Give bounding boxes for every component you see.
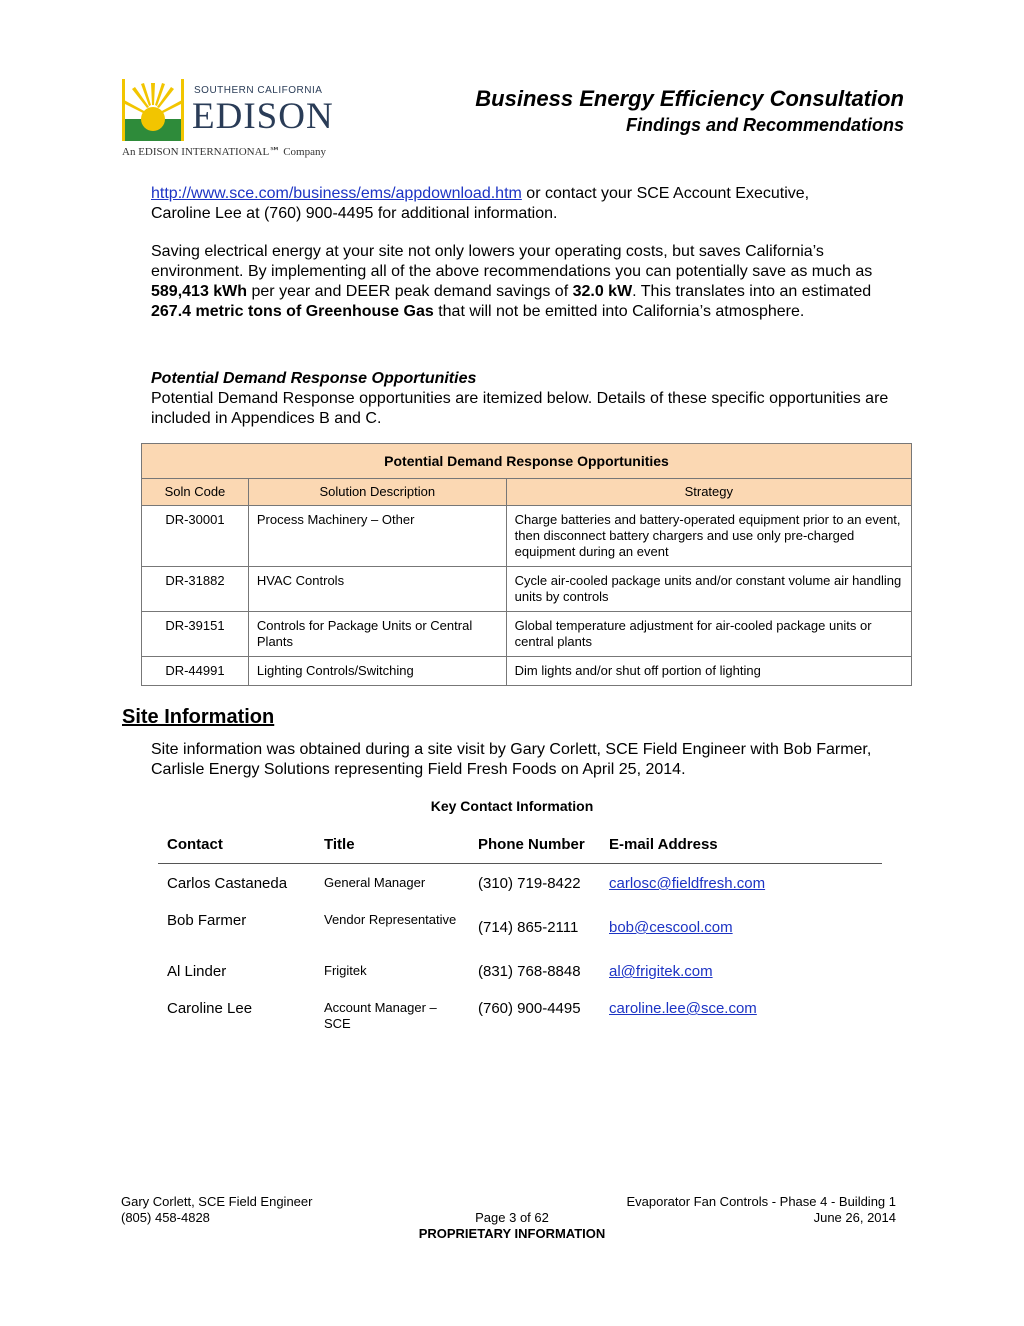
savings-text-1: Saving electrical energy at your site not only lowers your operating costs, but saves California’s environment. By implementing all of the above recommendations you can potentially save as much as <box>151 243 873 280</box>
logo-top-text: SOUTHERN CALIFORNIA <box>194 85 323 96</box>
dr-col-code: Soln Code <box>142 479 249 506</box>
contact-title: Account Manager – SCE <box>324 1000 437 1031</box>
contacts-col-email: E-mail Address <box>609 836 718 853</box>
intro-line2: Caroline Lee at (760) 900-4495 for additional information. <box>151 205 558 222</box>
dr-col-strategy: Strategy <box>506 479 911 506</box>
savings-ghg: 267.4 metric tons of Greenhouse Gas <box>151 303 434 320</box>
dr-strategy: Charge batteries and battery-operated equipment prior to an event, then disconnect battery chargers and use only pre-charged equipment during an event <box>506 506 911 567</box>
savings-kwh: 589,413 kWh <box>151 283 248 300</box>
dr-description: Process Machinery – Other <box>248 506 506 567</box>
footer-page-number: Page 3 of 62 <box>475 1210 549 1225</box>
dr-description: Lighting Controls/Switching <box>248 657 506 686</box>
footer-project: Evaporator Fan Controls - Phase 4 - Building 1 <box>626 1194 896 1209</box>
footer-author: Gary Corlett, SCE Field Engineer <box>121 1194 313 1209</box>
sun-logo-icon <box>122 79 184 141</box>
dr-description: HVAC Controls <box>248 567 506 612</box>
contact-title: Frigitek <box>324 963 367 978</box>
contact-phone: (714) 865-2111 <box>478 919 579 936</box>
table-row <box>142 612 912 657</box>
document-subtitle: Findings and Recommendations <box>625 115 904 135</box>
dr-code: DR-39151 <box>142 612 249 657</box>
dr-section <box>151 369 911 429</box>
contact-email-link[interactable]: bob@cescool.com <box>609 919 733 936</box>
logo-main-text: EDISON <box>192 96 334 137</box>
dr-code: DR-31882 <box>142 567 249 612</box>
dr-intro-text: Potential Demand Response opportunities are itemized below. Details of these specific opportunities are included in Appendices B and C. <box>151 390 889 427</box>
contacts-col-phone: Phone Number <box>478 836 585 853</box>
key-contact-title: Key Contact Information <box>430 798 594 814</box>
contact-name: Carlos Castaneda <box>167 875 288 892</box>
savings-kw: 32.0 kW <box>572 283 633 300</box>
dr-code: DR-44991 <box>142 657 249 686</box>
contacts-col-contact: Contact <box>167 836 223 853</box>
contacts-col-title: Title <box>324 836 355 853</box>
site-info-heading: Site Information <box>122 706 275 728</box>
dr-heading: Potential Demand Response Opportunities <box>151 370 477 387</box>
site-info-text: Site information was obtained during a site visit by Gary Corlett, SCE Field Engineer with Bob Farmer, Carlisle Energy Solutions representing Field Fresh Foods on April 25, 2014. <box>151 741 872 778</box>
savings-text-3: . This translates into an estimated <box>632 283 872 300</box>
savings-text-4: that will not be emitted into California’s atmosphere. <box>433 303 805 320</box>
contact-name: Al Linder <box>167 963 227 980</box>
contact-email-link[interactable]: caroline.lee@sce.com <box>609 1000 757 1017</box>
contact-title: General Manager <box>324 875 426 890</box>
appdownload-link[interactable]: http://www.sce.com/business/ems/appdownload.htm <box>151 185 522 202</box>
intro-paragraph <box>151 184 911 224</box>
dr-table-header-row <box>142 479 912 506</box>
table-row <box>142 567 912 612</box>
dr-strategy: Global temperature adjustment for air-cooled package units or central plants <box>506 612 911 657</box>
dr-code: DR-30001 <box>142 506 249 567</box>
footer-phone: (805) 458-4828 <box>121 1210 210 1225</box>
savings-text-2: per year and DEER peak demand savings of <box>247 283 573 300</box>
dr-col-description: Solution Description <box>248 479 506 506</box>
footer-proprietary: PROPRIETARY INFORMATION <box>418 1226 606 1241</box>
contact-title: Vendor Representative <box>324 912 457 927</box>
contact-email-link[interactable]: carlosc@fieldfresh.com <box>609 875 766 892</box>
dr-table-caption: Potential Demand Response Opportunities <box>142 444 912 479</box>
logo-sub-text: An EDISON INTERNATIONAL℠ Company <box>122 146 326 158</box>
footer-date: June 26, 2014 <box>813 1210 896 1225</box>
intro-after-link: or contact your SCE Account Executive, <box>521 185 810 202</box>
contact-phone: (310) 719-8422 <box>478 875 581 892</box>
table-row <box>142 506 912 567</box>
dr-strategy: Dim lights and/or shut off portion of lighting <box>506 657 911 686</box>
document-title: Business Energy Efficiency Consultation <box>475 86 904 111</box>
contact-phone: (760) 900-4495 <box>478 1000 581 1017</box>
contacts-header-row <box>158 830 882 864</box>
dr-description: Controls for Package Units or Central Plants <box>248 612 506 657</box>
dr-strategy: Cycle air-cooled package units and/or constant volume air handling units by controls <box>506 567 911 612</box>
dr-table <box>141 443 912 686</box>
table-row <box>142 657 912 686</box>
contact-email-link[interactable]: al@frigitek.com <box>609 963 713 980</box>
savings-paragraph <box>151 242 911 322</box>
contact-name: Caroline Lee <box>167 1000 253 1017</box>
contacts-table <box>158 830 882 1031</box>
sce-logo <box>122 79 337 159</box>
contact-name: Bob Farmer <box>167 912 247 929</box>
contact-phone: (831) 768-8848 <box>478 963 581 980</box>
